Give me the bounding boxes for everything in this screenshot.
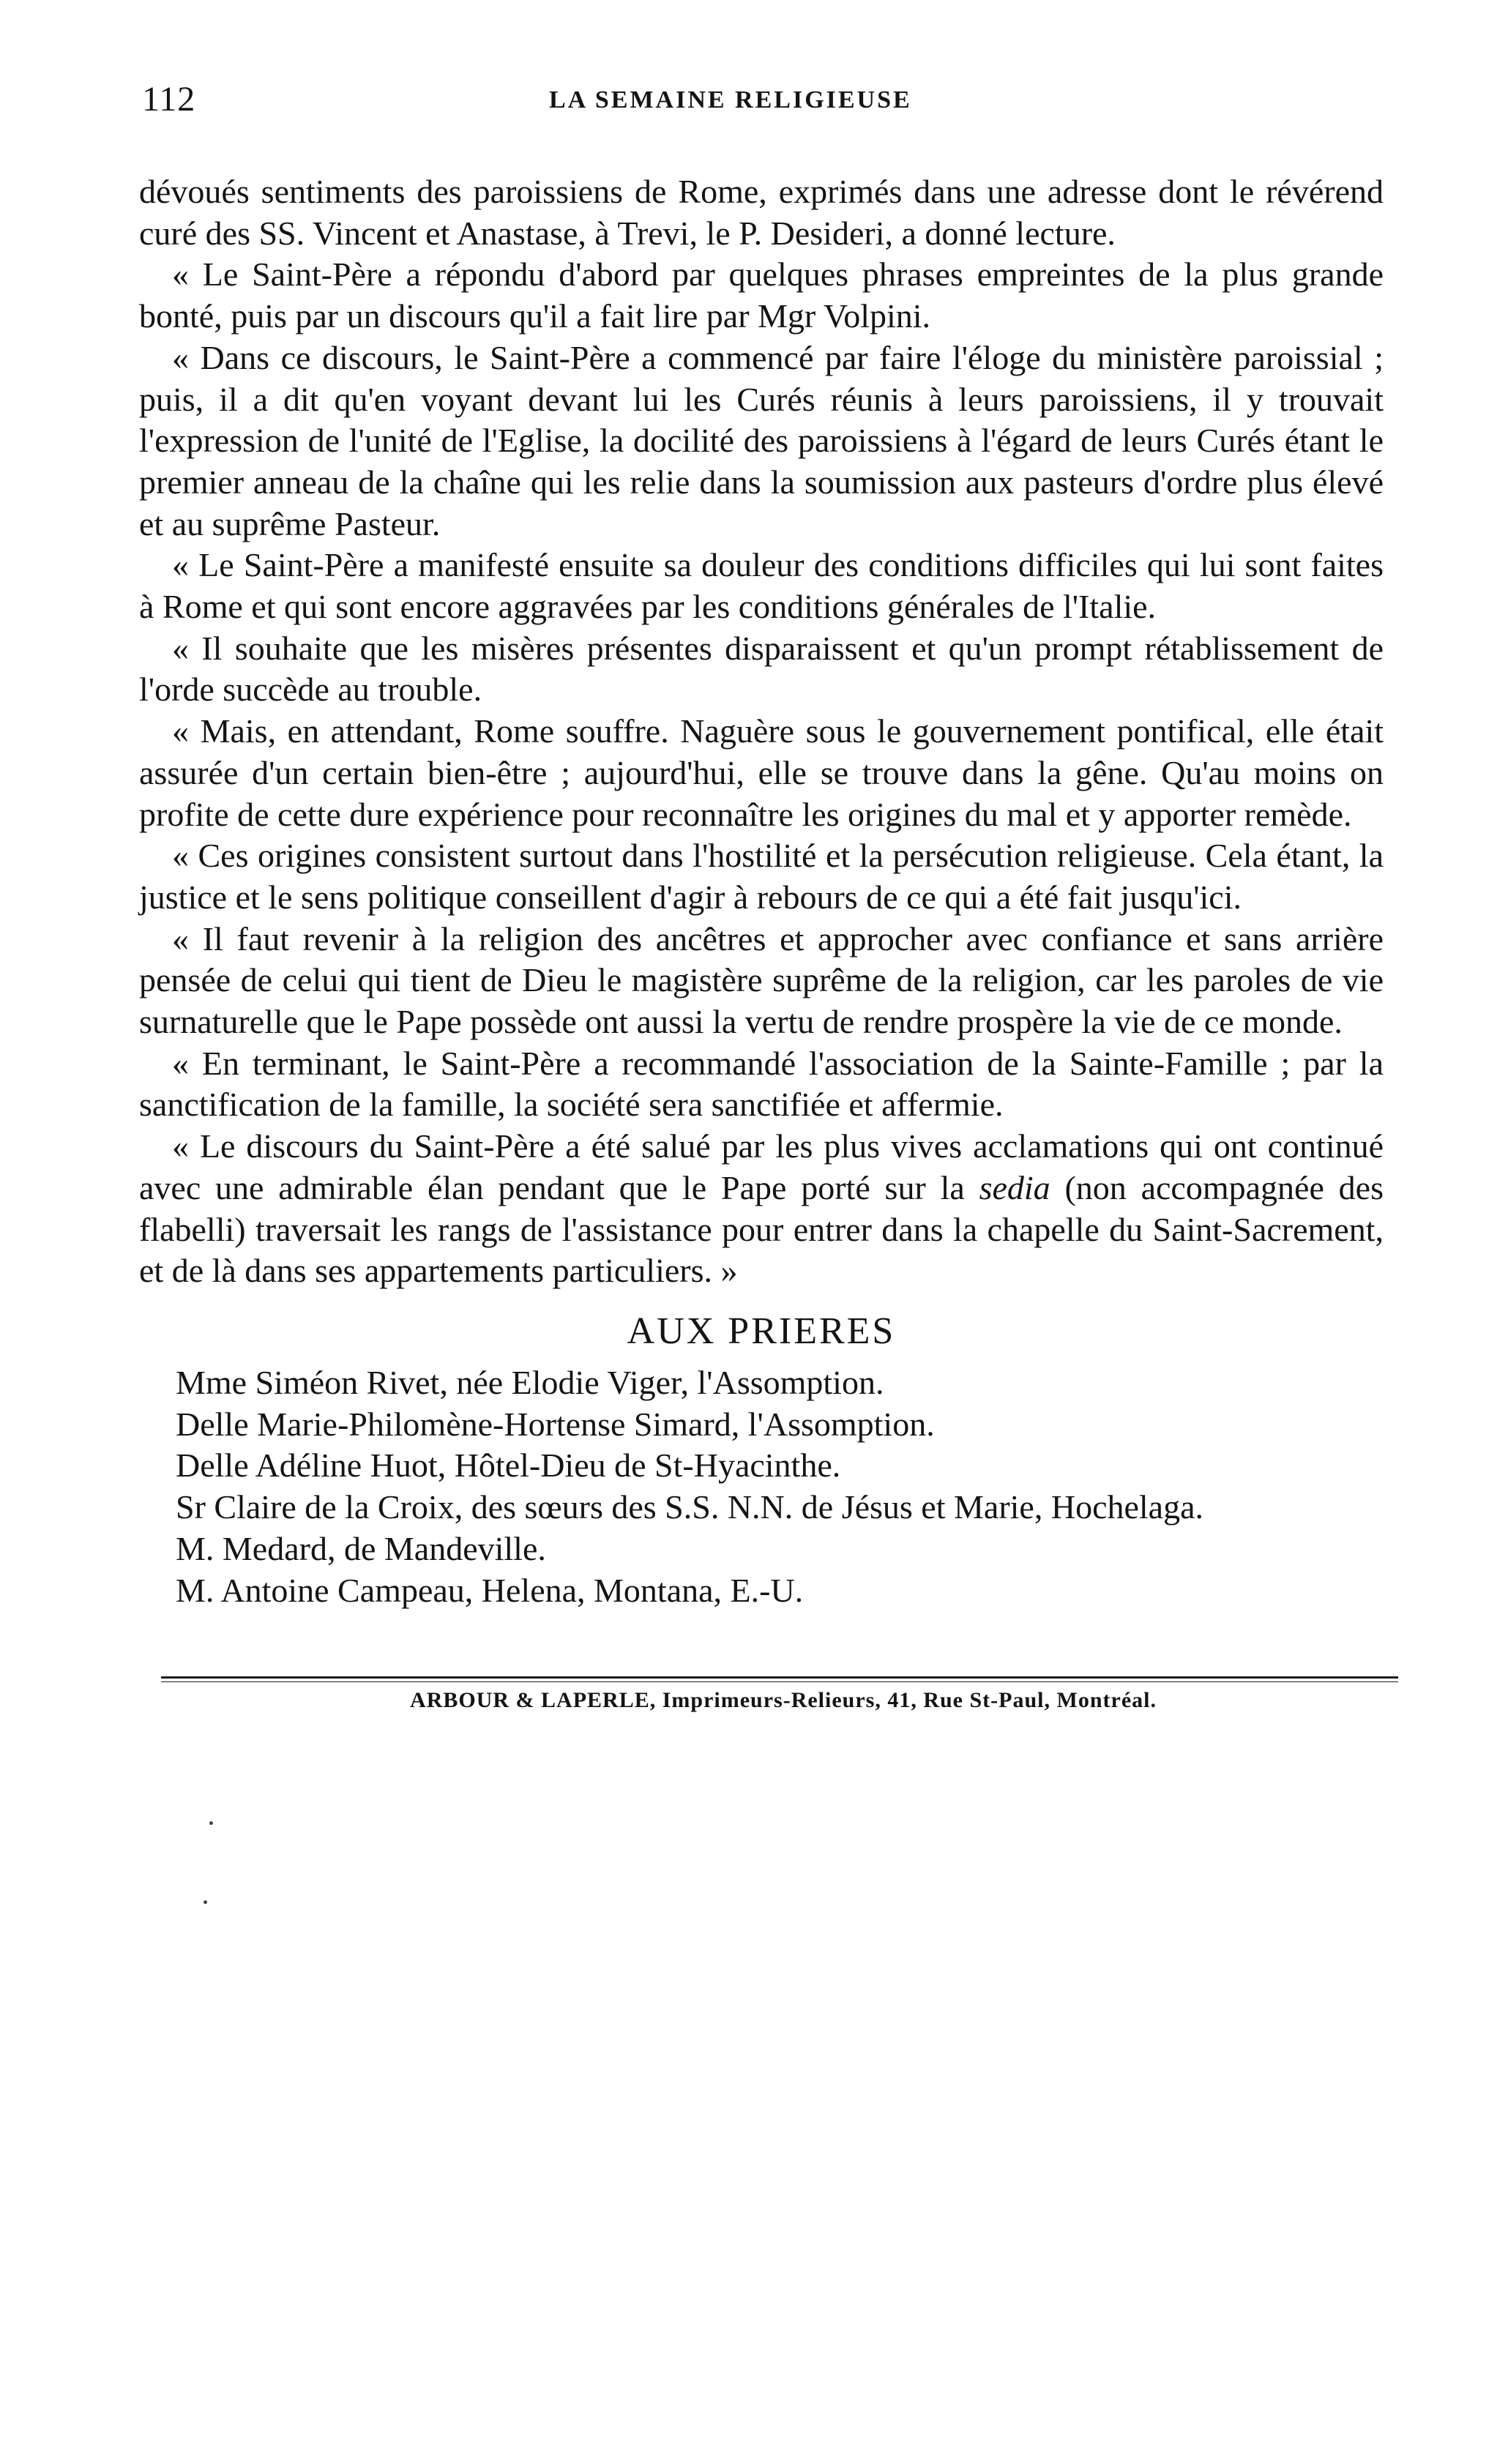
footer-rule <box>161 1676 1398 1679</box>
paragraph: « Dans ce discours, le Saint-Père a commencé par faire l'éloge du ministère paroissial ; puis, il a dit qu'en voyant devant lui les Curés réunis à leurs paroissiens, il y trouvait l'expression de l'unité de l'Eglise, la docilité des paroissiens à l'égard de leurs Curés étant le premier anneau de la chaîne qui les relie dans la soumission aux pasteurs d'ordre plus élevé et au suprême Pasteur. <box>139 338 1384 542</box>
section-title: AUX PRIERES <box>627 1310 896 1352</box>
running-head <box>139 79 1384 123</box>
paragraph: « Ces origines consistent surtout dans l'hostilité et la persécution religieuse. Cela étant, la justice et le sens politique conseillent d'agir à rebours de ce qui a été fait jusqu'ici. <box>139 837 1384 916</box>
list-item: Delle Marie-Philomène-Hortense Simard, l'Assomption. <box>176 1405 935 1443</box>
printer-imprint: ARBOUR & LAPERLE, Imprimeurs-Relieurs, 41, Rue St-Paul, Montréal. <box>410 1688 1157 1712</box>
paragraph: « Il souhaite que les misères présentes disparaissent et qu'un prompt rétablissement de l'orde succède au trouble. <box>139 629 1384 709</box>
ink-speck <box>209 1821 213 1825</box>
list-item: M. Antoine Campeau, Helena, Montana, E.-U. <box>176 1571 804 1609</box>
footer-rule-thin <box>161 1681 1398 1682</box>
prayer-list <box>139 1362 1384 1611</box>
paragraph-last <box>139 1126 1384 1292</box>
list-item: Sr Claire de la Croix, des sœurs des S.S. N.N. de Jésus et Marie, Hochelaga. <box>176 1488 1204 1526</box>
paragraph: dévoués sentiments des paroissiens de Rome, exprimés dans une adresse dont le révérend curé des SS. Vincent et Anastase, à Trevi, le P. Desideri, a donné lecture. <box>139 173 1384 252</box>
paragraph: « Mais, en attendant, Rome souffre. Naguère sous le gouvernement pontifical, elle était assurée d'un certain bien-être ; aujourd'hui, elle se trouve dans la gêne. Qu'au moins on profite de cette dure expérience pour reconnaître les origines du mal et y apporter remède. <box>139 712 1384 833</box>
paragraph-text: « Le discours du Saint-Père a été salué par les plus vives acclamations qui ont continué avec une admirable élan pendant que le Pape porté sur la <box>139 1127 1384 1206</box>
paragraph-text: (non accompagnée des flabelli) traversait les rangs de l'assistance pour entrer dans la chapelle du Saint-Sacrement, et de là dans ses appartements particuliers. » <box>139 1168 1384 1290</box>
running-title: LA SEMAINE RELIGIEUSE <box>549 86 912 113</box>
list-item: Delle Adéline Huot, Hôtel-Dieu de St-Hyacinthe. <box>176 1446 841 1485</box>
list-item: Mme Siméon Rivet, née Elodie Viger, l'Assomption. <box>176 1363 884 1401</box>
paragraph: « En terminant, le Saint-Père a recommandé l'association de la Sainte-Famille ; par la sanctification de la famille, la société sera sanctifiée et affermie. <box>139 1044 1384 1124</box>
page-number: 112 <box>142 80 196 119</box>
italic-word: sedia <box>979 1168 1050 1206</box>
list-item: M. Medard, de Mandeville. <box>176 1529 546 1567</box>
paragraph: « Le Saint-Père a manifesté ensuite sa douleur des conditions difficiles qui lui sont faites à Rome et qui sont encore aggravées par les conditions générales de l'Italie. <box>139 546 1384 626</box>
paragraph: « Le Saint-Père a répondu d'abord par quelques phrases empreintes de la plus grande bonté, puis par un discours qu'il a fait lire par Mgr Volpini. <box>139 255 1384 335</box>
paragraph: « Il faut revenir à la religion des ancêtres et approcher avec confiance et sans arrière pensée de celui qui tient de Dieu le magistère suprême de la religion, car les paroles de vie surnaturelle que le Pape possède ont aussi la vertu de rendre prospère la vie de ce monde. <box>139 919 1384 1041</box>
ink-speck <box>204 1900 207 1904</box>
body-text <box>139 171 1384 1611</box>
